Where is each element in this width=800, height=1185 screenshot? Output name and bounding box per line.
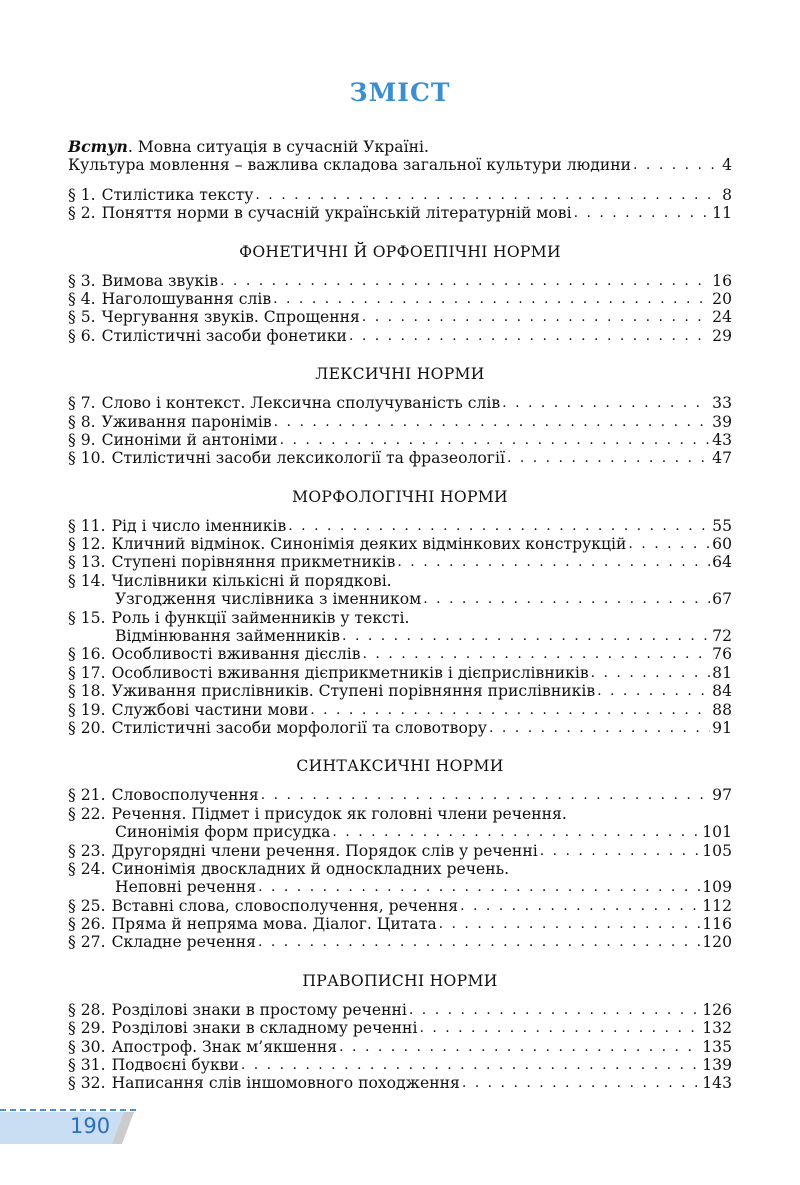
entry-number: § 23. (68, 841, 106, 860)
entry-number: § 29. (68, 1019, 106, 1038)
leader-dots (591, 664, 711, 682)
leader-dots (419, 1019, 700, 1037)
entry-page: 55 (712, 516, 732, 535)
toc-entry[interactable] (68, 186, 732, 204)
entry-number: § 24. (68, 859, 106, 878)
entry-title: Слово і контекст. Лексична сполучуваність слів (101, 394, 501, 413)
toc-entry[interactable] (68, 805, 732, 823)
page-title: ЗМІСТ (349, 78, 451, 107)
toc-entry[interactable] (68, 1074, 732, 1092)
toc-entry[interactable] (68, 682, 732, 700)
entry-page: 47 (712, 449, 732, 468)
toc-entry-continuation[interactable] (68, 823, 732, 841)
entry-title: Пряма й непряма мова. Діалог. Цитата (111, 915, 437, 934)
leader-dots (363, 645, 711, 663)
entry-title: Стилістичні засоби лексикології та фразеології (111, 449, 505, 468)
footer-dashed-line (0, 1109, 136, 1111)
entry-page: 29 (712, 326, 732, 345)
entry-title: Особливості вживання дієприкметників і дієприслівників (111, 663, 589, 682)
leader-dots (540, 842, 701, 860)
entry-number: § 9. (68, 430, 96, 449)
general-list (68, 186, 732, 223)
entry-page: 81 (712, 663, 732, 682)
leader-dots (574, 204, 711, 222)
leader-dots (258, 878, 700, 896)
leader-dots (628, 535, 710, 553)
leader-dots (280, 431, 711, 449)
entry-page: 109 (702, 878, 732, 897)
toc-entry[interactable] (68, 517, 732, 535)
intro-line-1 (68, 138, 732, 156)
entry-page: 33 (712, 394, 732, 413)
entry-number: § 21. (68, 786, 106, 805)
entry-title: Стилістичні засоби фонетики (101, 326, 347, 345)
leader-dots (288, 517, 710, 535)
toc-entry[interactable] (68, 204, 732, 222)
leader-dots (274, 413, 711, 431)
entry-title: Апостроф. Знак м’якшення (111, 1037, 338, 1056)
entry-page: 97 (712, 786, 732, 805)
toc-entry[interactable] (68, 1056, 732, 1074)
toc-entry[interactable] (68, 645, 732, 663)
entry-title: Складне речення (111, 933, 256, 952)
entry-number: § 28. (68, 1000, 106, 1019)
entry-title-continuation: Узгодження числівника з іменником (115, 590, 422, 609)
entry-number: § 30. (68, 1037, 106, 1056)
leader-dots (349, 327, 710, 345)
entry-title: Вставні слова, словосполучення, речення (111, 896, 459, 915)
entry-number: § 13. (68, 553, 106, 572)
intro-line-2[interactable] (68, 156, 732, 174)
entry-number: § 10. (68, 449, 106, 468)
leader-dots (507, 449, 710, 467)
entry-page: 84 (712, 682, 732, 701)
entry-page: 120 (702, 933, 732, 952)
entry-title: Кличний відмінок. Синонімія деяких відмінкових конструкцій (111, 535, 627, 554)
entry-title: Словосполучення (111, 786, 259, 805)
entry-title: Розділові знаки в складному реченні (111, 1019, 418, 1038)
leader-dots (597, 682, 710, 700)
entry-page: 76 (712, 645, 732, 664)
leader-dots (362, 308, 710, 326)
entry-page: 143 (702, 1074, 732, 1093)
entry-title: Службові частини мови (111, 700, 309, 719)
section-heading: ЛЕКСИЧНІ НОРМИ (315, 365, 485, 384)
leader-dots (397, 553, 710, 571)
entry-title: Ступені порівняння прикметників (111, 553, 396, 572)
toc-entry[interactable] (68, 719, 732, 737)
leader-dots (339, 1038, 700, 1056)
toc-entry[interactable] (68, 327, 732, 345)
entry-title: Чергування звуків. Спрощення (101, 308, 360, 327)
toc-entry[interactable] (68, 308, 732, 326)
entry-title: Синонімія двоскладних й односкладних речень. (111, 859, 510, 878)
entry-title: Роль і функції займенників у тексті. (111, 608, 410, 627)
entry-number: § 20. (68, 718, 106, 737)
leader-dots (633, 156, 720, 174)
entry-page: 88 (712, 700, 732, 719)
entry-page: 43 (712, 430, 732, 449)
page-number: 190 (70, 1114, 111, 1138)
entry-number: § 19. (68, 700, 106, 719)
toc-entry[interactable] (68, 1019, 732, 1037)
leader-dots (258, 933, 700, 951)
entry-title-continuation: Відмінювання займенників (115, 627, 341, 646)
entry-number: § 11. (68, 516, 106, 535)
entry-number: § 7. (68, 394, 96, 413)
toc-entry[interactable] (68, 1001, 732, 1019)
entry-title: Уживання паронімів (101, 412, 272, 431)
entry-page: 11 (712, 204, 732, 223)
leader-dots (261, 786, 710, 804)
entry-title: Рід і число іменників (111, 516, 287, 535)
entry-number: § 4. (68, 289, 96, 308)
leader-dots (489, 719, 710, 737)
entry-page: 91 (712, 718, 732, 737)
leader-dots (439, 915, 701, 933)
entry-title: Наголошування слів (101, 289, 272, 308)
leader-dots (409, 1001, 700, 1019)
toc-entry[interactable] (68, 535, 732, 553)
leader-dots (460, 897, 700, 915)
toc-entry[interactable] (68, 553, 732, 571)
entry-number: § 6. (68, 326, 96, 345)
entry-page: 132 (702, 1019, 732, 1038)
toc-entry[interactable] (68, 290, 732, 308)
toc-entry[interactable] (68, 1038, 732, 1056)
toc-entry[interactable] (68, 272, 732, 290)
entry-number: § 22. (68, 804, 106, 823)
entry-page: 16 (712, 271, 732, 290)
entry-title: Особливості вживання дієслів (111, 645, 361, 664)
toc-entry[interactable] (68, 897, 732, 915)
entry-page: 139 (702, 1056, 732, 1075)
leader-dots (310, 701, 710, 719)
section-heading: ПРАВОПИСНІ НОРМИ (302, 971, 498, 990)
entry-number: § 25. (68, 896, 106, 915)
entry-page: 64 (712, 553, 732, 572)
toc-entry[interactable] (68, 413, 732, 431)
entry-title: Подвоєні букви (111, 1056, 239, 1075)
toc-entry[interactable] (68, 842, 732, 860)
leader-dots (423, 590, 710, 608)
entry-page: 112 (702, 896, 732, 915)
leader-dots (255, 186, 720, 204)
leader-dots (220, 272, 710, 290)
toc-entry-continuation[interactable] (68, 627, 732, 645)
toc-entry[interactable] (68, 860, 732, 878)
entry-title: Написання слів іншомовного походження (111, 1074, 460, 1093)
entry-number: § 32. (68, 1074, 106, 1093)
leader-dots (332, 823, 700, 841)
entry-number: § 2. (68, 204, 96, 223)
section-heading: МОРФОЛОГІЧНІ НОРМИ (292, 487, 508, 506)
entry-number: § 12. (68, 535, 106, 554)
entry-number: § 16. (68, 645, 106, 664)
toc-entry[interactable] (68, 609, 732, 627)
entry-page: 24 (712, 308, 732, 327)
entry-title-continuation: Неповні речення (115, 878, 257, 897)
entry-title: Другорядні члени речення. Порядок слів у реченні (111, 841, 538, 860)
entry-title: Стилістичні засоби морфології та словотвору (111, 718, 487, 737)
toc-entry[interactable] (68, 934, 732, 952)
entry-number: § 15. (68, 608, 106, 627)
toc-entry[interactable] (68, 915, 732, 933)
intro-subtitle: Культура мовлення – важлива складова загальної культури людини (68, 156, 632, 175)
toc-entry[interactable] (68, 394, 732, 412)
sections (68, 223, 732, 1093)
entry-number: § 31. (68, 1056, 106, 1075)
entry-title: Поняття норми в сучасній українській літературній мові (101, 204, 572, 223)
entry-page: 126 (702, 1000, 732, 1019)
entry-page: 20 (712, 289, 732, 308)
entry-page: 135 (702, 1037, 732, 1056)
leader-dots (241, 1056, 700, 1074)
entry-title: Вимова звуків (101, 271, 219, 290)
intro-label: Вступ (68, 136, 128, 156)
entry-page: 105 (702, 841, 732, 860)
entry-title: Синоніми й антоніми (101, 430, 278, 449)
toc-entry-continuation[interactable] (68, 878, 732, 896)
entry-number: § 18. (68, 682, 106, 701)
entry-number: § 27. (68, 933, 106, 952)
entry-page: 67 (712, 590, 732, 609)
entry-page: 60 (712, 535, 732, 554)
leader-dots (462, 1074, 700, 1092)
entry-number: § 26. (68, 915, 106, 934)
entry-title: Стилістика тексту (101, 185, 254, 204)
section-heading: ФОНЕТИЧНІ Й ОРФОЕПІЧНІ НОРМИ (239, 242, 561, 261)
intro-title: . Мовна ситуація в сучасній Україні. (127, 137, 429, 156)
leader-dots (273, 290, 710, 308)
toc-entry[interactable] (68, 449, 732, 467)
toc-entry[interactable] (68, 664, 732, 682)
table-of-contents (68, 138, 732, 1093)
entry-title-continuation: Синонімія форм присудка (115, 823, 331, 842)
entry-number: § 8. (68, 412, 96, 431)
entry-page: 101 (702, 823, 732, 842)
toc-entry[interactable] (68, 701, 732, 719)
toc-entry[interactable] (68, 431, 732, 449)
entry-page: 72 (712, 627, 732, 646)
entry-number: § 3. (68, 271, 96, 290)
entry-title: Розділові знаки в простому реченні (111, 1000, 407, 1019)
toc-entry[interactable] (68, 572, 732, 590)
entry-page: 116 (702, 915, 732, 934)
intro-page: 4 (722, 156, 732, 175)
toc-entry-continuation[interactable] (68, 590, 732, 608)
entry-page: 39 (712, 412, 732, 431)
leader-dots (342, 627, 710, 645)
entry-title: Числівники кількісні й порядкові. (111, 571, 392, 590)
entry-page: 8 (722, 185, 732, 204)
entry-title: Речення. Підмет і присудок як головні члени речення. (111, 804, 567, 823)
entry-number: § 17. (68, 663, 106, 682)
entry-number: § 5. (68, 308, 96, 327)
section-heading: СИНТАКСИЧНІ НОРМИ (296, 757, 504, 776)
entry-number: § 1. (68, 185, 96, 204)
leader-dots (502, 394, 710, 412)
entry-title: Уживання прислівників. Ступені порівняння прислівників (111, 682, 596, 701)
toc-entry[interactable] (68, 786, 732, 804)
entry-number: § 14. (68, 571, 106, 590)
